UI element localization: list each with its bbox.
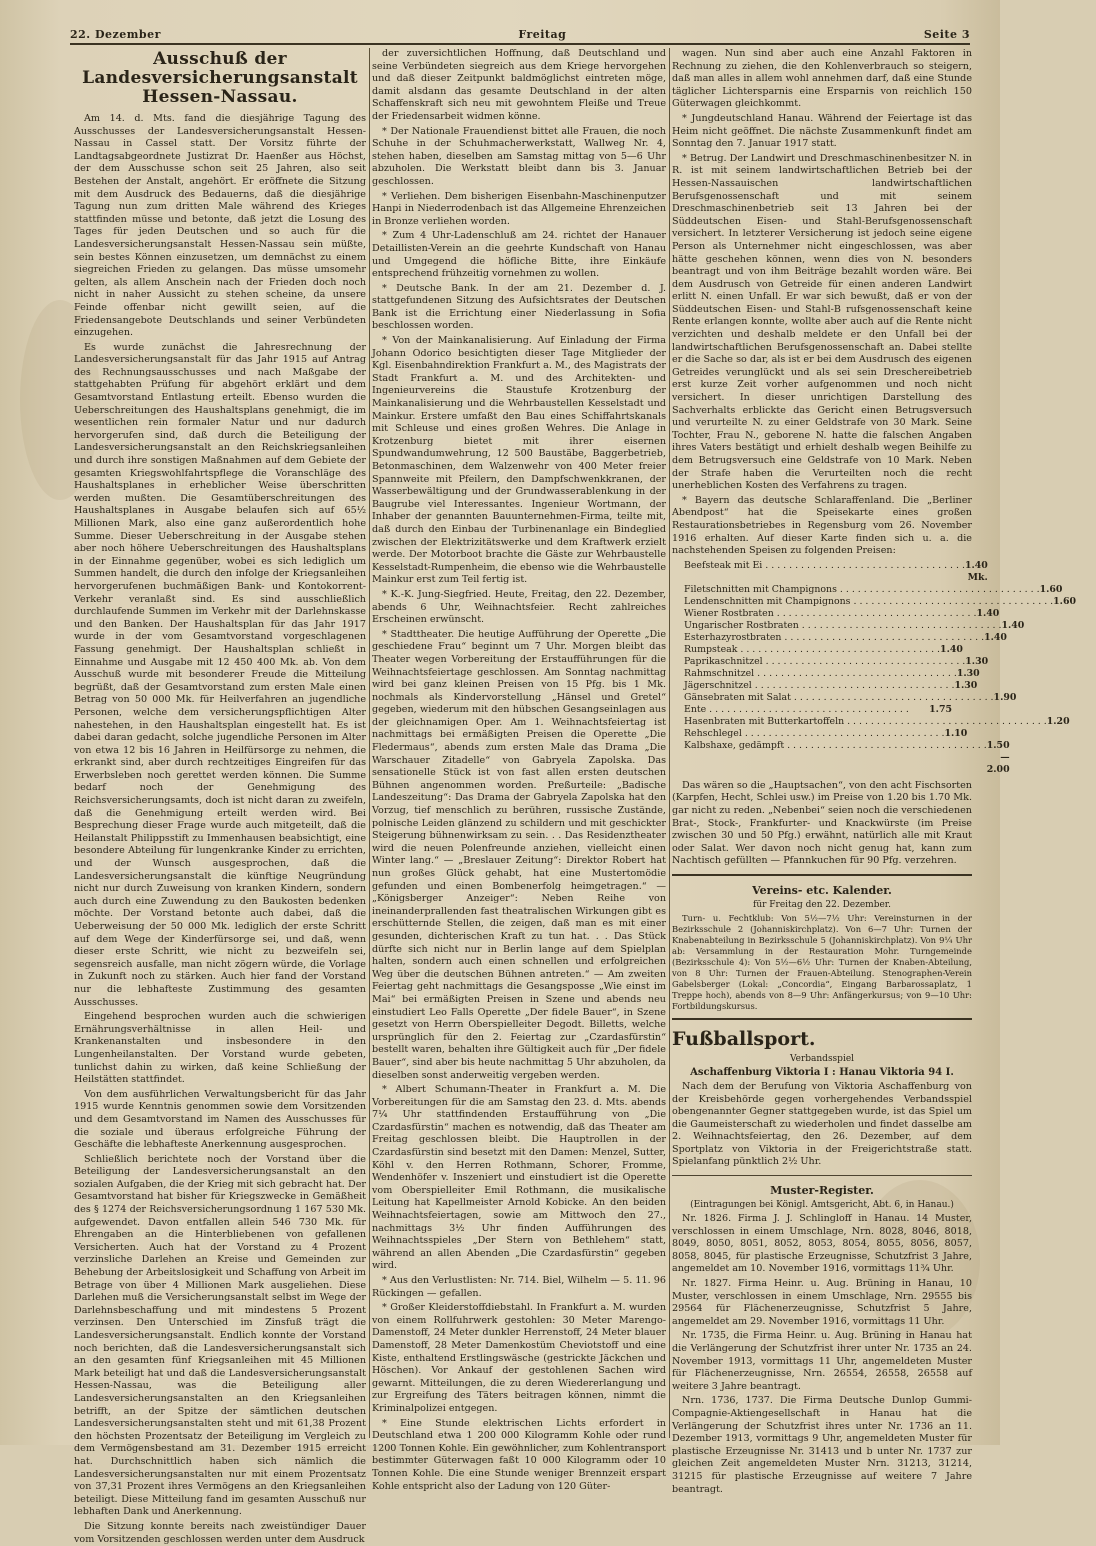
- article-paragraph: Schließlich berichtete noch der Vorstand über die Beteiligung der Landesversicherungsanstalt an den sozialen Aufgaben, die der Krieg mit sich gebracht hat. Der Gesamtvorstand hat bisher für Kriegszwecke in Gemäßheit des § 1274 der Reichsversicherungsordnung 1 167 530 Mk. aufgewendet. Davon entfallen allein 546 730 Mk. für Ehrengaben an die Hinterbliebenen von gefallenen Versicherten. Auch hat der Vorstand zu 4 Prozent verzinsliche Darlehen an Kreise und Gemeinden zur Behebung der Arbeitslosigkeit und Schaffung von Arbeit im Betrage von über 4 Millionen Mark ausgeliehen. Diese Darlehen muß die Versicherungsanstalt selbst im Wege der Darlehnsbeschaffung und mit mindestens 5 Prozent verzinsen. Den Unterschied im Zinsfuß trägt die Landesversicherungsanstalt. Endlich konnte der Vorstand noch berichten, daß die Landesversicherungsanstalt sich an den gesamten fünf Kriegsanleihen mit 45 Millionen Mark beteiligt hat und daß die Landesversicherungsanstalt Hessen-Nassau, was die Beteiligung aller Landesversicherungsanstalten an den Kriegsanleihen betrifft, an der Spitze der sämtlichen deutschen Landesversicherungsanstalten steht und mit 61,38 Prozent den höchsten Prozentsatz der Beteiligung im Vergleich zu dem Vermögensbestand am 31. Dezember 1915 erreicht hat. Durchschnittlich haben sich nämlich die Landesversicherungsanstalten nur mit einem Prozentsatz von 37,31 Prozent ihres Vermögens an den Kriegsanleihen beteiligt. Diese Mitteilung fand im gesamten Ausschuß nur lebhaften Dank und Anerkennung.: [74, 1153, 366, 1518]
- menu-row: [672, 607, 1000, 620]
- section-rule: [672, 1175, 972, 1176]
- menu-price: 1.40: [984, 631, 1007, 643]
- menu-price: 1.75: [929, 703, 952, 715]
- news-item: * Albert Schumann-Theater in Frankfurt a. M. Die Vorbereitungen für die am Samstag den 23. d. Mts. abends 7¼ Uhr stattfindenden Erstaufführung von „Die Czardasfürstin“ machen es notwendig, daß das Theater am Freitag geschlossen bleibt. Die Hauptrollen in der Czardasfürstin sind besetzt mit den Damen: Menzel, Sutter, Köhl v. den Herren Rothmann, Schorer, Fromme, Wendenhöfer v. Inszeniert und einstudiert ist die Operette vom Oberspielleiter Emil Rothmann, die musikalische Leitung hat Kapellmeister Arnold Kobicke. An den beiden Weihnachtsfeiertagen, sowie am Mittwoch den 27., nachmittags 3½ Uhr finden Aufführungen des Weihnachtsspieles „Der Stern von Bethlehem“ statt, während an allen Abenden „Die Czardasfürstin“ gegeben wird.: [372, 1084, 666, 1272]
- menu-row: [672, 559, 988, 584]
- menu-row: [672, 679, 978, 692]
- menu-price: 1.40: [976, 607, 1000, 619]
- menu-price: 1.50—2.00: [986, 739, 1010, 775]
- sport-title: Fußballsport.: [672, 1027, 816, 1050]
- article-paragraph: Eingehend besprochen wurden auch die schwierigen Ernährungsverhältnisse in allen Heil- und Krankenanstalten und insbesondere in den Lungenheilanstalten. Der Vorstand wurde gebeten, tunlichst dahin zu wirken, daß keine Schließung der Heilstätten stattfindet.: [74, 1011, 366, 1086]
- news-item: * Aus den Verlustlisten: Nr. 714. Biel, Wilhelm — 5. 11. 96 Rückingen — gefallen.: [372, 1275, 666, 1299]
- menu-price: 1.40: [940, 643, 963, 655]
- menu-row: [672, 739, 1010, 776]
- menu-dish: Gänsebraten mit Salat . . .: [672, 692, 994, 704]
- article-paragraph: Am 14. d. Mts. fand die diesjährige Tagung des Ausschusses der Landesversicherungsanstalt Hessen-Nassau in Cassel statt. Der Vorsitz führte der Landtagsabgeordnete Justizrat Dr. Haenßer aus Höchst, der dem Ausschusse schon seit 25 Jahren, also seit Bestehen der Anstalt, angehört. Er eröffnete die Sitzung mit dem Ausdruck des Bedauerns, daß die diesjährige Tagung nun zum dritten Male während des Krieges stattfinden müsse und betonte, daß jetzt die Losung des Tages für jeden Deutschen und so auch für die Landesversicherungsanstalt Hessen-Nassau sein müßte, sein bestes Können einzusetzen, um demnächst zu einem siegreichen Frieden zu gelangen. Das müsse umsomehr gelten, als allem Anschein nach der Frieden doch noch nicht in naher Aussicht zu stehen scheine, da unsere Feinde offenbar nicht gewillt seien, auf die Friedensangebote Deutschlands und seiner Verbündeten einzugehen.: [74, 113, 366, 339]
- column-1: [74, 48, 366, 1545]
- register-entry: Nrn. 1736, 1737. Die Firma Deutsche Dunlop Gummi-Compagnie-Aktiengesellschaft in Hanau hat die Verlängerung der Schutzfrist ihres unter Nr. 1736 an 11. Dezember 1913, vormittags 9 Uhr, angemeldeten Muster für plastische Erzeugnisse Nr. 31413 und b unter Nr. 1737 zur gleichen Zeit angemeldeten Muster Nrn. 31213, 31214, 31215 für plastische Erzeugnisse auf weitere 7 Jahre beantragt.: [672, 1395, 972, 1495]
- menu-price: 1.60: [1039, 583, 1063, 595]
- news-item: * Stadttheater. Die heutige Aufführung der Operette „Die geschiedene Frau“ beginnt um 7 Uhr. Morgen bleibt das Theater wegen Vorbereitung der Erstaufführungen für die Weihnachtsfeiertage geschlossen. Am Sonntag nachmittag wird bei ganz kleinen Preisen von 15 Pfg. bis 1 Mk. nochmals als Kindervorstellung „Hänsel und Gretel“ gegeben, wiederum mit den hübschen Gesangseinlagen aus der gleichnamigen Oper. Am 1. Weihnachtsfeiertag ist nachmittags bei ermäßigten Preisen die Operette „Die Fledermaus“, abends zum ersten Male das Drama „Die Warschauer Zitadelle“ von Gabryela Zapolska. Das sensationelle Stück ist von fast allen ersten deutschen Bühnen angenommen worden. Preßurteile: „Badische Landeszeitung“: Das Drama der Gabryela Zapolska hat den Vorzug, tief menschlich zu berühren, russische Zustände, polnische Leiden glänzend zu schildern und mit geschickter Steigerung bühnenwirksam zu sein. . . Das Residenztheater wird die neuen Polenfreunde anziehen, vielleicht einen Winter lang.“ — „Breslauer Zeitung“: Direktor Robert hat nun großes Glück gehabt, hat eine Mustertomödie gefunden und einen Bombenerfolg heimgetragen.“ — „Königsberger Anzeiger“: Neben Reihe von ineinanderprallenden fast theatralischen Wirkungen gibt es erschütternde Stellen, die zeigen, daß man es mit einer gesunden, dichterischen Kraft zu tun hat. . . Das Stück dürfte sich nicht nur in Berlin lange auf dem Spielplan halten, sondern auch einen schnellen und erfolgreichen Weg über die deutschen Bühnen antreten.“ — Am zweiten Feiertag geht nachmittags die Gesangsposse „Wie einst im Mai“ bei ermäßigten Preisen in Szene und abends neu einstudiert Leo Falls Operette „Der fidele Bauer“, in Szene gesetzt von Herrn Oberspielleiter Degodt. Billetts, welche ursprünglich für den 2. Feiertag zur „Czardasfürstin“ bestellt waren, behalten ihre Gültigkeit auch für „Der fidele Bauer“, sind aber bis heute nachmittag 5 Uhr abzuholen, da dieselben sonst anderweitig vergeben werden.: [372, 628, 666, 1081]
- register-title: Muster-Register.: [770, 1184, 874, 1198]
- header-weekday: Freitag: [518, 27, 567, 41]
- menu-row: [672, 644, 972, 656]
- menu-dish: Jägerschnitzel . . .: [672, 680, 954, 692]
- menu-row: [672, 583, 1063, 596]
- news-item: * Der Nationale Frauendienst bittet alle Frauen, die noch Schuhe in der Schuhmacherwerkstatt, Wallweg Nr. 4, stehen haben, dieselben am Samstag mittag von 5—6 Uhr abzuholen. Die Werkstatt bleibt dann bis 3. Januar geschlossen.: [372, 125, 666, 187]
- page-header: [70, 26, 970, 42]
- menu-row: [672, 715, 1070, 728]
- menu-price: 1.30: [956, 667, 980, 679]
- news-item: Das wären so die „Hauptsachen“, von den acht Fischsorten (Karpfen, Hecht, Schlei usw.) im Preise von 1.20 bis 1.70 Mk. gar nicht zu reden. „Nebenbei“ seien noch die verschiedenen Brat-, Stock-, Frankfurter- und Knackwürste (im Preise zwischen 30 und 50 Pfg.) erwähnt, natürlich alle mit Kraut oder Salat. Wer davon noch nicht genug hat, kann zum Nachtisch gefüllten — Pfannkuchen für 90 Pfg. verzehren.: [672, 779, 972, 867]
- menu-price: 1.30: [954, 679, 978, 691]
- article-title: Ausschuß der Landesversicherungsanstalt Hessen-Nassau.: [82, 49, 358, 107]
- menu-dish: Hasenbraten mit Butterkartoffeln . . .: [672, 716, 1047, 728]
- menu-row: [672, 728, 972, 740]
- menu-dish: Beefsteak mit Ei . . .: [672, 560, 965, 584]
- menu-row: [672, 655, 989, 668]
- news-item: * Bayern das deutsche Schlaraffenland. Die „Berliner Abendpost“ hat die Speisekarte eines großen Restaurationsbetriebes in Regensburg vom 26. November 1916 erhalten. Auf dieser Karte finden sich u. a. die nachstehenden Speisen zu folgenden Preisen:: [672, 494, 972, 557]
- register-entry: Nr. 1826. Firma J. J. Schlingloff in Hanau. 14 Muster, verschlossen in einem Umschlage, Nrn. 8028, 8046, 8018, 8049, 8050, 8051, 8052, 8053, 8054, 8055, 8056, 8057, 8058, 8045, für plastische Erzeugnisse, Schutzfrist 3 Jahre, angemeldet am 10. November 1916, vormittags 11¾ Uhr.: [672, 1213, 972, 1275]
- news-item: * Betrug. Der Landwirt und Dreschmaschinenbesitzer N. in R. ist mit seinem landwirtschaftlichen Betrieb bei der Hessen-Nassauischen landwirtschaftlichen Berufsgenossenschaft und mit seinem Dreschmaschinenbetrieb seit 13 Jahren bei der Süddeutschen Eisen- und Stahl-Berufsgenossenschaft versichert. In letzterer Versicherung ist jedoch seine eigene Person als Unternehmer nicht eingeschlossen, was aber hätte geschehen können, wenn dies von N. besonders beantragt und von ihm Beiträge bezahlt worden wäre. Bei dem Ausdrusch von Getreide für einen anderen Landwirt erlitt N. einen Unfall. Er war sich bewußt, daß er von der Süddeutschen Eisen- und Stahl-B rufsgenossenschaft keine Rente erlangen konnte, wollte aber auch auf die Rente nicht verzichten und deshalb meldete er den Unfall bei der landwirtschaftlichen Berufsgenossenschaft an. Dabei stellte er die Sache so dar, als ist er bei dem Ausdrusch des eigenen Getreides verunglückt und als sei sein Dreschereibetrieb erst kurze Zeit vorher aufgenommen und noch nicht versichert. In dieser unrichtigen Darstellung des Sachverhalts erblickte das Gericht einen Betrugsversuch und verurteilte N. zu einer Geldstrafe von 30 Mark. Seine Tochter, Frau N., geborene N. hatte die falschen Angaben ihres Vaters bestätigt und erhielt deshalb wegen Beihilfe zu dem Betrugsversuch eine Geldstrafe von 10 Mark. Neben der Strafe haben die Verurteilten noch die recht unerheblichen Kosten des Verfahrens zu tragen.: [672, 152, 972, 492]
- news-item: * Jungdeutschland Hanau. Während der Feiertage ist das Heim nicht geöffnet. Die nächste Zusammenkunft findet am Sonntag den 7. Januar 1917 statt.: [672, 112, 972, 150]
- news-item: * Großer Kleiderstoffdiebstahl. In Frankfurt a. M. wurden von einem Rollfuhrwerk gestohlen: 30 Meter Marengo-Damenstoff, 24 Meter dunkler Herrenstoff, 24 Meter blauer Damenstoff, 28 Meter Damenkostüm Cheviotstoff und eine Kiste, enthaltend Erstlingswäsche (gestrickte Jäckchen und Höschen). Vor Ankauf der gestohlenen Sachen wird gewarnt. Mitteilungen, die zu deren Wiedererlangung und zur Ergreifung des Täters beitragen können, nimmt die Kriminalpolizei entgegen.: [372, 1302, 666, 1414]
- menu-dish: Paprikaschnitzel . . .: [672, 656, 965, 668]
- menu-price: 1.40: [1001, 619, 1025, 631]
- calendar-title: Vereins- etc. Kalender.: [752, 883, 892, 897]
- menu-dish: Wiener Rostbraten . . .: [672, 608, 976, 620]
- menu-price: 1.90: [993, 691, 1017, 703]
- menu-dish: Ente . . .: [672, 704, 909, 716]
- news-item: * Deutsche Bank. In der am 21. Dezember d. J. stattgefundenen Sitzung des Aufsichtsrates der Deutschen Bank ist die Errichtung einer Niederlassung in Sofia beschlossen worden.: [372, 282, 666, 332]
- header-page-number: Seite 3: [923, 27, 970, 41]
- column-2: [372, 48, 666, 1492]
- column-divider-2: [669, 48, 670, 1438]
- sport-text: Nach dem der Berufung von Viktoria Aschaffenburg von der Kreisbehörde gegen vorhergehendes Verbandsspiel obengenannter Gegner stattgegeben wurde, ist das Spiel um die Gaumeisterschaft zu wiederholen und findet dasselbe am 2. Weihnachtsfeiertag, den 26. Dezember, auf dem Sportplatz von Viktoria in der Freigerichtstraße statt. Spielanfang pünktlich 2½ Uhr.: [672, 1080, 972, 1168]
- menu-dish: Kalbshaxe, gedämpft . . .: [672, 740, 987, 776]
- register-entry: Nr. 1735, die Firma Heinr. u. Aug. Brüning in Hanau hat die Verlängerung der Schutzfrist ihrer unter Nr. 1735 an 24. November 1913, vormittags 11 Uhr, angemeldeten Muster für Flächenerzeugnisse, Nrn. 26554, 26558, 26558 auf weitere 3 Jahre beantragt.: [672, 1330, 972, 1392]
- news-item: * Verliehen. Dem bisherigen Eisenbahn-Maschinenputzer Hanpi in Niederrodenbach ist das Allgemeine Ehrenzeichen in Bronze verliehen worden.: [372, 190, 666, 227]
- news-item: * Eine Stunde elektrischen Lichts erfordert in Deutschland etwa 1 200 000 Kilogramm Kohle oder rund 1200 Tonnen Kohle. Ein gewöhnlicher, zum Kohlentransport bestimmter Güterwagen faßt 10 000 Kilogramm oder 10 Tonnen Kohle. Die eine Stunde weniger Brennzeit erspart Kohle entspricht also der Ladung von 120 Güter-: [372, 1417, 666, 1492]
- header-date: 22. Dezember: [70, 27, 161, 41]
- sport-match: Aschaffenburg Viktoria I : Hanau Viktoria 94 I.: [690, 1066, 954, 1078]
- section-rule: [672, 874, 972, 876]
- menu-row: [672, 631, 1007, 644]
- register-subtitle: (Eintragungen bei Königl. Amtsgericht, Abt. 6, in Hanau.): [690, 1200, 954, 1211]
- news-item: * Zum 4 Uhr-Ladenschluß am 24. richtet der Hanauer Detaillisten-Verein an die geehrte Kundschaft von Hanau und Umgegend die höfliche Bitte, ihre Einkäufe entsprechend frühzeitig vornehmen zu wollen.: [372, 230, 666, 280]
- news-item: der zuversichtlichen Hoffnung, daß Deutschland und seine Verbündeten siegreich aus dem Kriege hervorgehen und daß dieser Zeitpunkt baldmöglichst eintreten möge, damit alsdann das gesamte Deutschland in der alten Schaffenskraft sich neu mit gewohntem Fleiße und Treue der Friedensarbeit widmen könne.: [372, 48, 666, 122]
- column-3: [672, 48, 1076, 1495]
- menu-price: 1.20: [1046, 715, 1070, 727]
- calendar-date: für Freitag den 22. Dezember.: [753, 899, 891, 910]
- news-item: wagen. Nun sind aber auch eine Anzahl Faktoren in Rechnung zu ziehen, die den Kohlenverbrauch so steigern, daß man alles in allem wohl annehmen darf, daß eine Stunde täglicher Lichtersparnis eine Ersparnis von reichlich 150 Güterwagen gleichkommt.: [672, 48, 972, 110]
- menu-dish: Rahmschnitzel . . .: [672, 668, 957, 680]
- menu-dish: Rehschlegel . . .: [672, 728, 945, 740]
- menu-dish: Filetschnitten mit Champignons . . .: [672, 584, 1040, 596]
- menu-dish: Lendenschnitten mit Champignons . . .: [672, 596, 1053, 608]
- calendar-text: Turn- u. Fechtklub: Von 5½—7½ Uhr: Vereinsturnen in der Bezirksschule 2 (Johanniskirchplatz). Von 6—7 Uhr: Turnen der Knabenabteilung in Bezirksschule 5 (Johanniskirchplatz). Von 9¼ Uhr ab: Versammlung in der Restauration Mohr. Turngemeinde (Bezirksschule 4): Von 5½—6½ Uhr: Turnen der Knaben-Abteilung, von 8 Uhr: Turnen der Frauen-Abteilung. Stenographen-Verein Gabelsberger (Lokal: „Concordia“, Eingang Barbarossaplatz, 1 Treppe hoch), abends von 8—9 Uhr: Anfängerkursus; von 9—10 Uhr: Fortbildungskursus.: [672, 912, 972, 1011]
- article-paragraph: Es wurde zunächst die Jahresrechnung der Landesversicherungsanstalt für das Jahr 1915 auf Antrag des Rechnungsausschusses und nach Maßgabe der stattgehabten Prüfung für abgehört erklärt und dem Gesamtvorstand Entlastung erteilt. Ebenso wurden die Ueberschreitungen des Haushaltsplans genehmigt, die im wesentlichen rein formaler Natur und nur dadurch hervorgerufen sind, daß durch die Beteiligung der Landesversicherungsanstalt an den Reichskriegsanleihen und durch ihre sonstigen Maßnahmen auf dem Gebiete der gesamten Kriegswohlfahrtspflege die Voranschläge des Haushaltsplanes in erheblicher Weise überschritten werden mußten. Die Gesamtüberschreitungen des Haushaltsplanes in Ausgabe belaufen sich auf 65½ Millionen Mark, also eine ganz außerordentlich hohe Summe. Dieser Ueberschreitung in der Ausgabe stehen aber noch höhere Ueberschreitungen des Haushaltsplans in der Einnahme gegenüber, wobei es sich lediglich um Summen handelt, die durch den infolge der Kriegsanleihen hervorgerufenen buchmäßigen Bank- und Kontokorrent-Verkehr veranlaßt sind. Es sind ausschließlich durchlaufende Summen im Verkehr mit der Darlehnskasse und den Banken. Der Haushaltsplan für das Jahr 1917 wurde in der vom Gesamtvorstand vorgeschlagenen Fassung genehmigt. Der Haushaltsplan schließt in Einnahme und Ausgabe mit 12 450 400 Mk. ab. Von dem Ausschuß wurde mit besonderer Freude die Mitteilung begrüßt, daß der Gesamtvorstand zum ersten Male einen Betrag von 50 000 Mk. für Heilverfahren an jugendliche Personen, welche dem versicherungspflichtigen Alter nahestehen, in den Haushaltsplan eingestellt hat. Es ist dabei daran gedacht, solche jugendliche Personen im Alter von etwa 12 bis 16 Jahren in Heilfürsorge zu nehmen, die erkrankt sind, aber durch rechtzeitiges Eingreifen für das Erwerbsleben noch gerettet werden können. Die Summe bedarf noch der Genehmigung des Reichsversicherungsamts, doch ist nicht daran zu zweifeln, daß die Genehmigung erteilt werden wird. Bei Besprechung dieser Frage wurde auch mitgeteilt, daß die Heilanstalt Philippsstift zu Immenhausen beabsichtigt, eine besondere Abteilung für lungenkranke Kinder zu errichten, und der Wunsch ausgesprochen, daß die Landesversicherungsanstalt die künftige Neugründung nicht nur durch Zuweisung von kranken Kindern, sondern auch durch eine Zuwendung zu den Baukosten bedenken möchte. Der Vorstand betonte auch dabei, daß die Ueberweisung der 50 000 Mk. lediglich der erste Schritt auf dem Wege der Kinderfürsorge sei, und daß, wenn dieser erste Schritt, wie nicht zu bezweifeln sei, segensreich ausfalle, man nicht zögern würde, die Vorlage in Zukunft noch zu stärken. Auch hier fand der Vorstand nur die lebhafteste Zustimmung des gesamten Ausschusses.: [74, 341, 366, 1008]
- header-rule: [70, 43, 970, 45]
- menu-row: [672, 704, 972, 716]
- menu-dish: Ungarischer Rostbraten . . .: [672, 620, 1001, 632]
- menu-price: 1.30: [965, 655, 989, 667]
- menu-price: 1.60: [1053, 595, 1076, 607]
- news-item: * K.-K. Jung-Siegfried. Heute, Freitag, den 22. Dezember, abends 6 Uhr, Weihnachtsfeier. Recht zahlreiches Erscheinen erwünscht.: [372, 588, 666, 626]
- menu-row: [672, 691, 1017, 704]
- menu-price: 1.40 Mk.: [964, 559, 988, 583]
- menu-dish: Rumpsteak . . .: [672, 644, 940, 656]
- menu-price: 1.10: [944, 727, 968, 739]
- article-paragraph: Von dem ausführlichen Verwaltungsbericht für das Jahr 1915 wurde Kenntnis genommen sowie dem Vorsitzenden und dem Gesamtvorstand im Namen des Ausschusses für die soziale und überaus erfolgreiche Führung der Geschäfte die lebhafteste Anerkennung ausgesprochen.: [74, 1088, 366, 1151]
- menu-dish: Esterhazyrostbraten . . .: [672, 632, 984, 644]
- sport-subtitle: Verbandsspiel: [789, 1053, 855, 1064]
- news-item: * Von der Mainkanalisierung. Auf Einladung der Firma Johann Odorico besichtigten dieser Tage Mitglieder der Kgl. Eisenbahndirektion Frankfurt a. M., des Magistrats der Stadt Frankfurt a. M. und des Architekten- und Ingenieurvereins die Staustufe Krotzenburg der Mainkanalisierung und die Wehrbaustellen Kesselstadt und Mainkur. Erstere umfaßt den Bau eines Schiffahrtskanals mit Schleuse und eines großen Wehres. Die Anlage in Krotzenburg bietet mit ihrer eisernen Spundwandumwehrung, 12 500 Baustäbe, Baggerbetrieb, Betonmaschinen, dem Walzenwehr von 400 Meter freier Spannweite mit Pfeilern, den Dampfschwenkkranen, der Wasserbewältigung und der Grundwasserablenkung in der Baugrube viel Interessantes. Ingenieur Wortmann, der Inhaber der genannten Bauunternehmen-Firma, teilte mit, daß durch den Einbau der Turbinenanlage ein Bindeglied zwischen der Elektrizitätswerke und dem Kraftwerk erzielt werde. Der Motorboot brachte die Gäste zur Wehrbaustelle Kesselstadt-Rumpenheim, die ebenso wie die Wehrbaustelle Mainkur erst zum Teil fertig ist.: [372, 335, 666, 586]
- section-rule: [672, 1018, 972, 1020]
- column-divider-1: [369, 48, 370, 1438]
- menu-row: [672, 667, 980, 680]
- menu-price-list: [672, 559, 1076, 776]
- article-paragraph: Die Sitzung konnte bereits nach zweistündiger Dauer vom Vorsitzenden geschlossen werden unter dem Ausdruck: [74, 1520, 366, 1545]
- menu-row: [672, 619, 1025, 632]
- menu-row: [672, 595, 1076, 608]
- register-entry: Nr. 1827. Firma Heinr. u. Aug. Brüning in Hanau, 10 Muster, verschlossen in einem Umschlage, Nrn. 29555 bis 29564 für Flächenerzeugnisse, Schutzfrist 5 Jahre, angemeldet am 29. November 1916, vormittags 11 Uhr.: [672, 1278, 972, 1327]
